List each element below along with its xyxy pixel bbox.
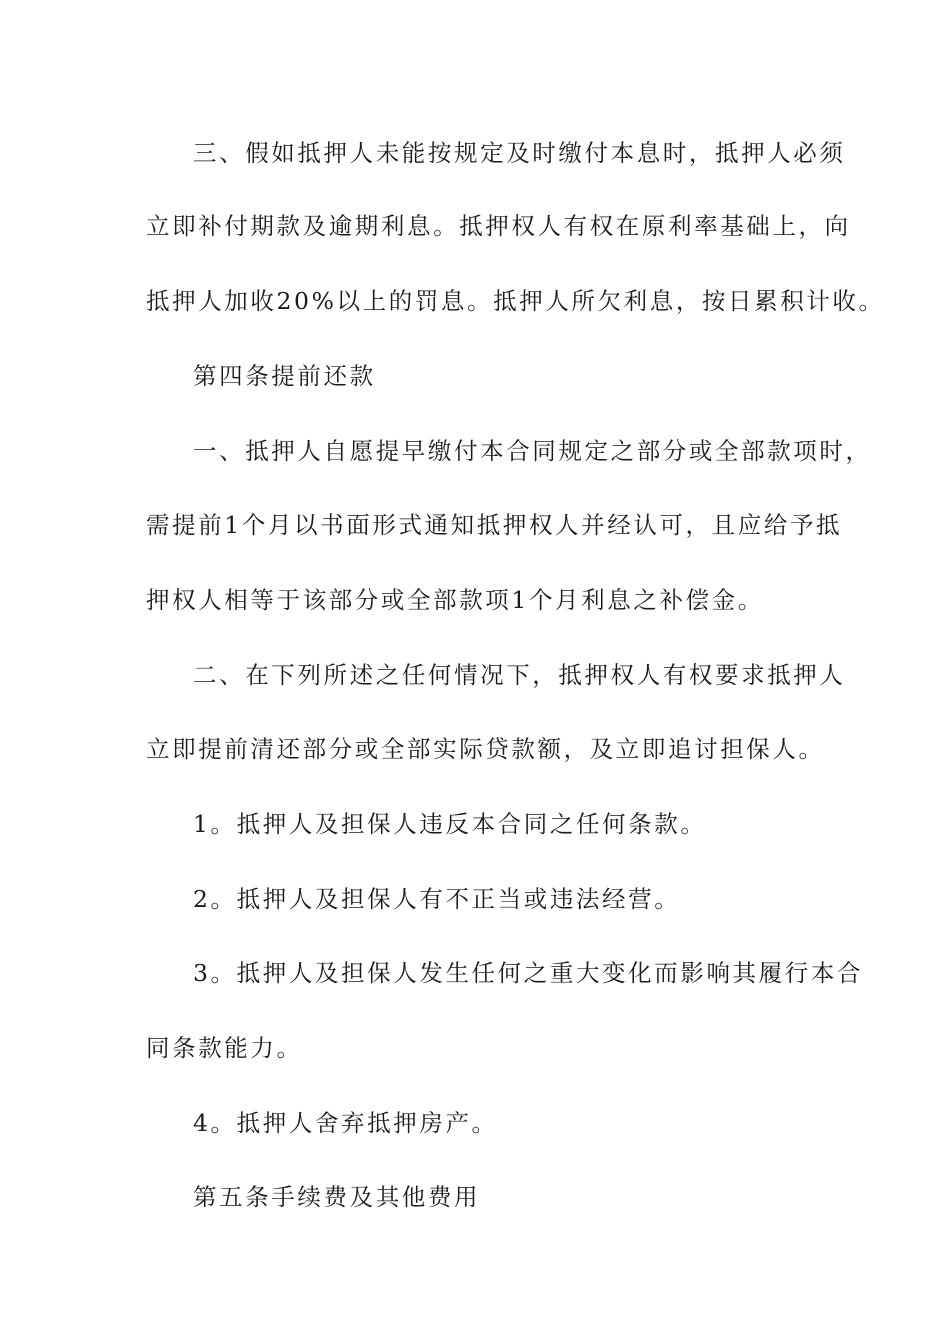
paragraph-line: 二、在下列所述之任何情况下，抵押权人有权要求抵押人 bbox=[193, 661, 846, 689]
section-heading: 第五条手续费及其他费用 bbox=[193, 1183, 481, 1211]
list-item: 2。抵押人及担保人有不正当或违法经营。 bbox=[193, 885, 681, 913]
list-item: 1。抵押人及担保人违反本合同之任何条款。 bbox=[193, 810, 707, 838]
list-item-continuation: 同条款能力。 bbox=[146, 1034, 303, 1062]
paragraph-line: 抵押人加收20%以上的罚息。抵押人所欠利息，按日累积计收。 bbox=[146, 287, 885, 315]
paragraph-line: 立即提前清还部分或全部实际贷款额，及立即追讨担保人。 bbox=[146, 735, 825, 763]
paragraph-line: 押权人相等于该部分或全部款项1个月利息之补偿金。 bbox=[146, 586, 764, 614]
section-heading: 第四条提前还款 bbox=[193, 362, 376, 390]
list-item: 3。抵押人及担保人发生任何之重大变化而影响其履行本合 bbox=[193, 959, 864, 987]
paragraph-line: 需提前1个月以书面形式通知抵押权人并经认可，且应给予抵 bbox=[146, 511, 843, 539]
paragraph-line: 立即补付期款及逾期利息。抵押权人有权在原利率基础上，向 bbox=[146, 212, 851, 240]
paragraph-line: 一、抵押人自愿提早缴付本合同规定之部分或全部款项时， bbox=[193, 437, 872, 465]
list-item: 4。抵押人舍弃抵押房产。 bbox=[193, 1109, 498, 1137]
paragraph-line: 三、假如抵押人未能按规定及时缴付本息时，抵押人必须 bbox=[193, 139, 846, 167]
